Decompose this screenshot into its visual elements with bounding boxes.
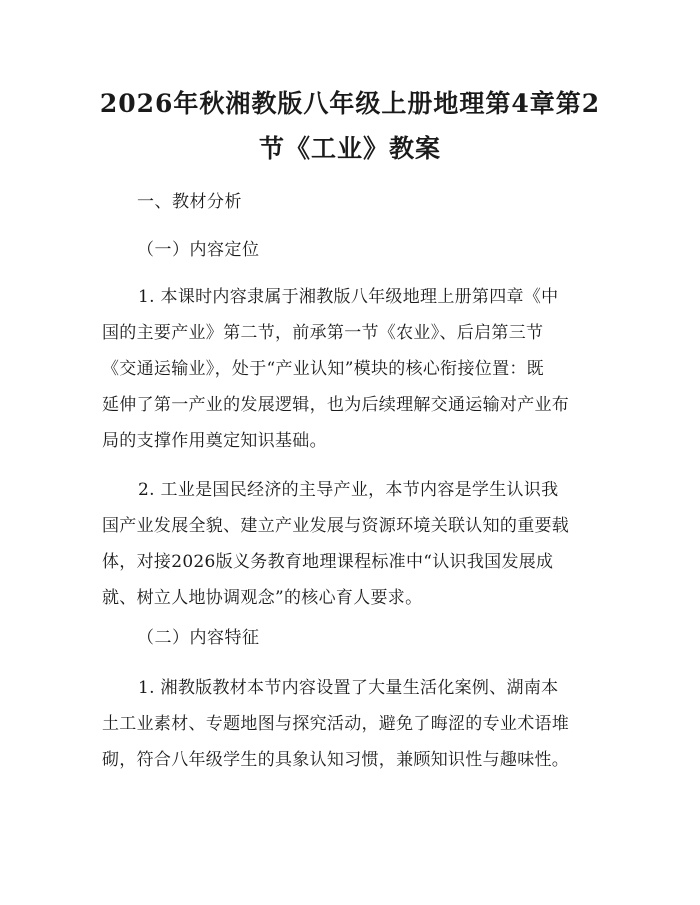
paragraph-line: 1. 湘教版教材本节内容设置了大量生活化案例、湖南本 — [138, 678, 559, 698]
section-heading: 一、教材分析 — [137, 192, 242, 212]
paragraph-line: 2. 工业是国民经济的主导产业，本节内容是学生认识我 — [138, 480, 559, 500]
paragraph-line: 国的主要产业》第二节，前承第一节《农业》、后启第三节 — [102, 323, 544, 343]
paragraph-line: 《交通运输业》，处于“产业认知”模块的核心衔接位置：既 — [102, 359, 544, 379]
subsection-heading-content-features: （二）内容特征 — [137, 628, 260, 648]
document-title-line-1: 2026年秋湘教版八年级上册地理第4章第2 — [99, 89, 601, 118]
paragraph-line: 土工业素材、专题地图与探究活动，避免了晦涩的专业术语堆 — [102, 714, 570, 734]
subsection-heading-content-positioning: （一）内容定位 — [137, 240, 260, 260]
paragraph-line: 局的支撑作用奠定知识基础。 — [102, 431, 327, 451]
paragraph-line: 砌，符合八年级学生的具象认知习惯，兼顾知识性与趣味性。 — [102, 750, 570, 770]
paragraph-line: 体，对接2026版义务教育地理课程标准中“认识我国发展成 — [102, 552, 554, 572]
paragraph-line: 延伸了第一产业的发展逻辑，也为后续理解交通运输对产业布 — [102, 395, 570, 415]
document-title-line-2: 节《工业》教案 — [258, 134, 441, 163]
paragraph-line: 国产业发展全貌、建立产业发展与资源环境关联认知的重要载 — [102, 516, 570, 536]
paragraph-line: 就、树立人地协调观念”的核心育人要求。 — [102, 588, 423, 608]
paragraph-line: 1. 本课时内容隶属于湘教版八年级地理上册第四章《中 — [138, 287, 559, 307]
